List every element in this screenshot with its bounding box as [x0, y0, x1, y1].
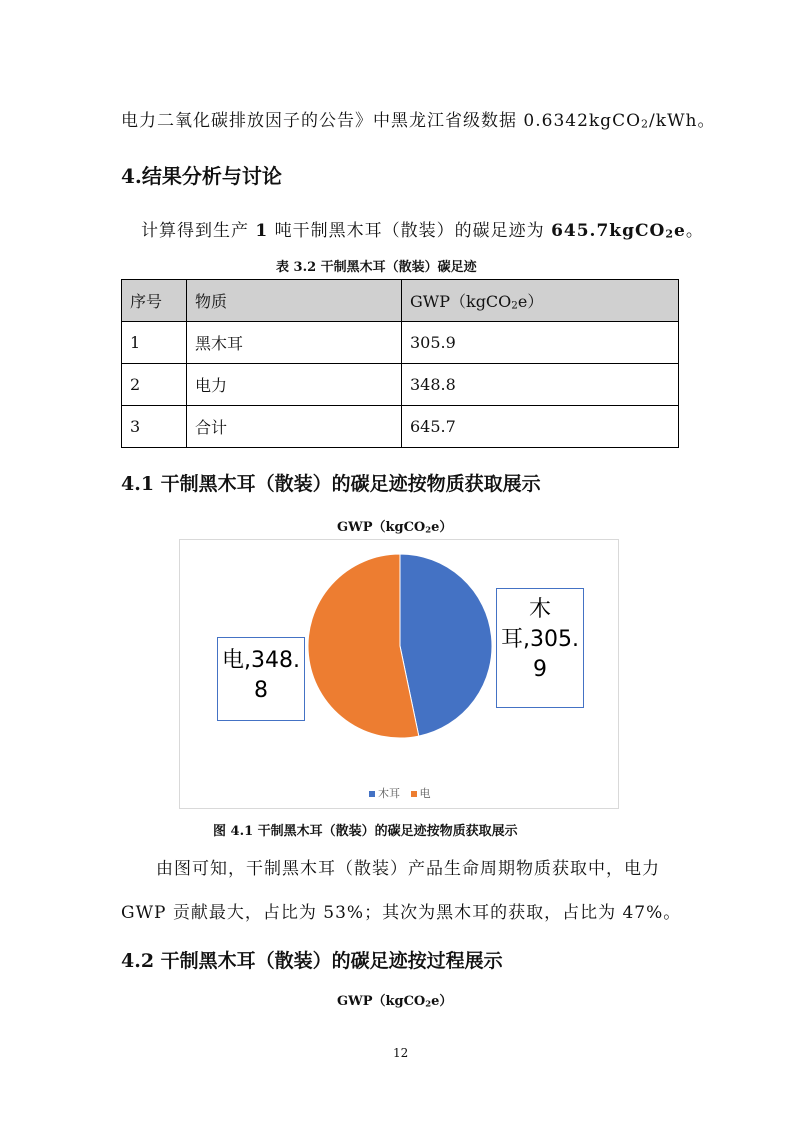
cell-gwp: 305.9	[402, 322, 679, 364]
result-sentence: 计算得到生产 1 吨干制黑木耳（散装）的碳足迹为 645.7kgCO$_2$e。	[141, 221, 704, 241]
table-row	[122, 406, 679, 448]
intro-line: 电力二氧化碳排放因子的公告》中黑龙江省级数据 0.6342kgCO$_2$/kWh。	[121, 111, 716, 131]
chart-2-title: GWP（kgCO$_2$e）	[337, 994, 453, 1009]
section-4-2-heading: 4.2 干制黑木耳（散装）的碳足迹按过程展示	[121, 950, 503, 972]
data-label-fungus-line3: 9	[533, 657, 547, 682]
carbon-footprint-table	[121, 279, 679, 448]
section-4-1-heading: 4.1 干制黑木耳（散装）的碳足迹按物质获取展示	[121, 473, 541, 495]
header-gwp: GWP（kgCO$_2$e）	[402, 280, 679, 322]
table-header-row	[122, 280, 679, 322]
data-label-fungus-line2: 耳,305.	[501, 627, 579, 652]
legend-swatch-electricity	[411, 791, 417, 797]
cell-no: 1	[122, 322, 187, 364]
cell-gwp: 348.8	[402, 364, 679, 406]
table-row	[122, 322, 679, 364]
analysis-line-2: GWP 贡献最大，占比为 53%；其次为黑木耳的获取，占比为 47%。	[121, 903, 682, 923]
legend-label-fungus: 木耳	[378, 787, 400, 800]
legend-label-electricity: 电	[419, 787, 431, 800]
chart-title: GWP（kgCO$_2$e）	[337, 520, 453, 535]
cell-no: 3	[122, 406, 187, 448]
table-caption: 表 3.2 干制黑木耳（散装）碳足迹	[276, 260, 477, 275]
data-label-electricity-line1: 电,348.	[222, 648, 300, 673]
data-label-fungus-line1: 木	[528, 597, 551, 622]
data-label-electricity-line2: 8	[254, 678, 268, 703]
header-no: 序号	[122, 280, 187, 322]
data-label-electricity	[217, 637, 305, 721]
cell-item: 合计	[187, 406, 402, 448]
table-row	[122, 364, 679, 406]
cell-item: 电力	[187, 364, 402, 406]
header-item: 物质	[187, 280, 402, 322]
analysis-line-1: 由图可知，干制黑木耳（散装）产品生命周期物质获取中，电力	[156, 859, 660, 879]
cell-gwp: 645.7	[402, 406, 679, 448]
data-label-fungus	[496, 588, 584, 708]
pie-slice-fungus	[400, 554, 492, 736]
section-4-heading: 4.结果分析与讨论	[121, 164, 282, 188]
cell-item: 黑木耳	[187, 322, 402, 364]
cell-no: 2	[122, 364, 187, 406]
pie-chart-frame	[179, 539, 619, 809]
chart-legend	[369, 785, 431, 801]
page-number: 12	[393, 1046, 409, 1060]
figure-caption: 图 4.1 干制黑木耳（散装）的碳足迹按物质获取展示	[213, 824, 518, 839]
legend-swatch-fungus	[369, 791, 375, 797]
